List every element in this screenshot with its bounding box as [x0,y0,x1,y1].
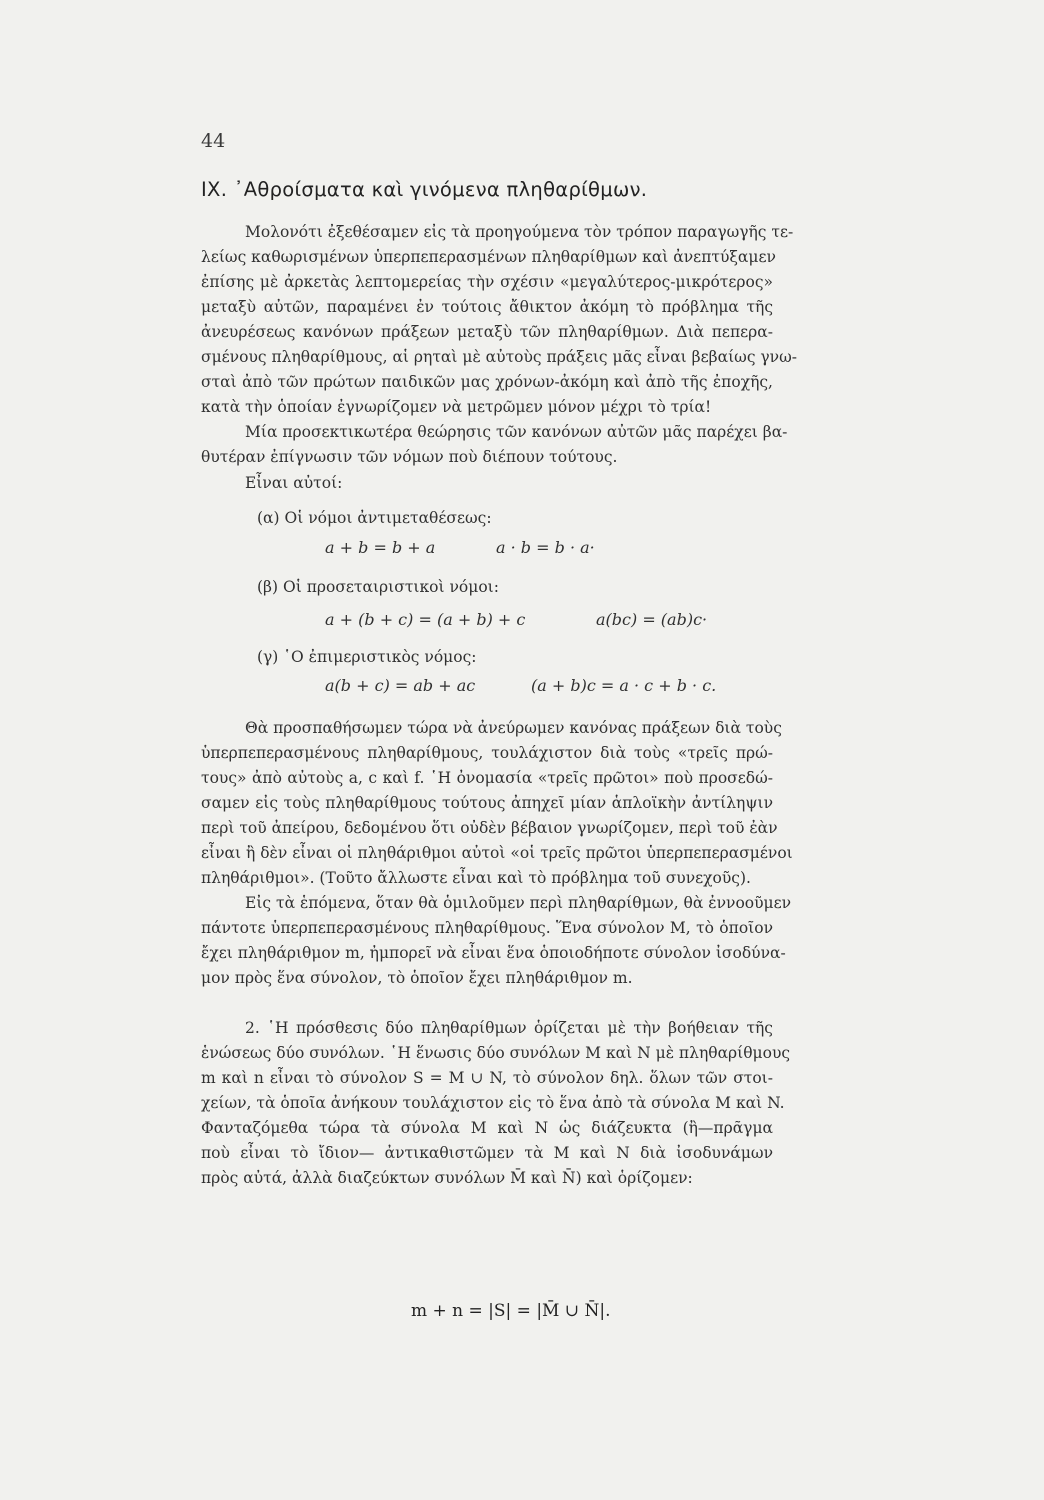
paragraph-line: μεταξὺ αὐτῶν, παραμένει ἐν τούτοις ἄθικτον ἀκόμη τὸ πρόβλημα τῆς [201,298,773,316]
paragraph-line: κατὰ τὴν ὁποίαν ἐγνωρίζομεν νὰ μετρῶμεν μόνον μέχρι τὸ τρία! [201,398,712,416]
cardinal-sum-formula: m + n = |S| = |M̄ ∪ N̄|. [411,1301,611,1321]
section-title: IX. ᾿Αθροίσματα καὶ γινόμενα πληθαρίθμων. [201,178,648,201]
paragraph-line: ἑνώσεως δύο συνόλων. ῾Η ἕνωσις δύο συνόλων M καὶ N μὲ πληθαρίθμους [201,1044,791,1062]
law-gamma-label: (γ) ῾Ο ἐπιμεριστικὸς νόμος: [257,648,477,666]
law-gamma-formula-left: a(b + c) = ab + ac [325,676,476,695]
paragraph-line: ἔχει πληθάριθμον m, ἠμπορεῖ νὰ εἶναι ἕνα ὁποιοδήποτε σύνολον ἰσοδύνα- [201,944,786,962]
law-alpha-formula-product: a · b = b · a· [496,538,595,557]
paragraph-line: τους» ἀπὸ αὐτοὺς a, c καὶ f. ῾Η ὀνομασία «τρεῖς πρῶτοι» ποὺ προσεδώ- [201,769,773,787]
laws-intro: Εἶναι αὐτοί: [245,474,343,492]
paragraph-line: χείων, τὰ ὁποῖα ἀνήκουν τουλάχιστον εἰς τὸ ἕνα ἀπὸ τὰ σύνολα M καὶ N. [201,1094,785,1112]
law-alpha-label: (α) Οἱ νόμοι ἀντιμεταθέσεως: [257,509,492,527]
paragraph-line: πρὸς αὐτά, ἀλλὰ διαζεύκτων συνόλων M̄ καὶ N̄) καὶ ὁρίζομεν: [201,1169,693,1187]
paragraph-line: πληθάριθμοι». (Τοῦτο ἄλλωστε εἶναι καὶ τὸ πρόβλημα τοῦ συνεχοῦς). [201,869,751,887]
page-number: 44 [201,130,226,152]
law-gamma-formula-right: (a + b)c = a · c + b · c. [531,676,717,695]
paragraph-line: σμένους πληθαρίθμους, αἱ ρηταὶ μὲ αὐτοὺς πράξεις μᾶς εἶναι βεβαίως γνω- [201,348,797,366]
paragraph-line: Εἰς τὰ ἑπόμενα, ὅταν θὰ ὁμιλοῦμεν περὶ πληθαρίθμων, θὰ ἐννοοῦμεν [245,894,792,912]
paragraph-line: μον πρὸς ἕνα σύνολον, τὸ ὁποῖον ἔχει πληθάριθμον m. [201,969,633,987]
paragraph-line: θυτέραν ἐπίγνωσιν τῶν νόμων ποὺ διέπουν τούτους. [201,448,618,466]
paragraph-line: σταὶ ἀπὸ τῶν πρώτων παιδικῶν μας χρόνων-ἀκόμη καὶ ἀπὸ τῆς ἐποχῆς, [201,373,773,391]
paragraph-line: εἶναι ἢ δὲν εἶναι οἱ πληθάριθμοι αὐτοὶ «οἱ τρεῖς πρῶτοι ὑπερπεπερασμένοι [201,844,793,862]
paragraph-line: Μολονότι ἐξεθέσαμεν εἰς τὰ προηγούμενα τὸν τρόπον παραγωγῆς τε- [245,223,794,241]
law-beta-formula-sum: a + (b + c) = (a + b) + c [325,610,526,629]
paragraph-line: m καὶ n εἶναι τὸ σύνολον S = M ∪ N, τὸ σύνολον δηλ. ὅλων τῶν στοι- [201,1069,773,1087]
paragraph-line: ὑπερπεπερασμένους πληθαρίθμους, τουλάχιστον διὰ τοὺς «τρεῖς πρώ- [201,744,773,762]
paragraph-line: λείως καθωρισμένων ὑπερπεπερασμένων πληθαρίθμων καὶ ἀνεπτύξαμεν [201,248,776,266]
law-beta-formula-product: a(bc) = (ab)c· [596,610,708,629]
law-alpha-formula-sum: a + b = b + a [325,538,436,557]
paragraph-line: πάντοτε ὑπερπεπερασμένους πληθαρίθμους. Ἕνα σύνολον M, τὸ ὁποῖον [201,919,773,937]
paragraph-line: ἐπίσης μὲ ἀρκετὰς λεπτομερείας τὴν σχέσιν «μεγαλύτερος-μικρότερος» [201,273,773,291]
paragraph-line: περὶ τοῦ ἀπείρου, δεδομένου ὅτι οὐδὲν βέβαιον γνωρίζομεν, περὶ τοῦ ἐὰν [201,819,778,837]
paragraph-line: ποὺ εἶναι τὸ ἴδιον— ἀντικαθιστῶμεν τὰ M καὶ N διὰ ἰσοδυνάμων [201,1144,773,1162]
paragraph-line: ἀνευρέσεως κανόνων πράξεων μεταξὺ τῶν πληθαρίθμων. Διὰ πεπερα- [201,323,773,341]
paragraph-line: Φανταζόμεθα τώρα τὰ σύνολα M καὶ N ὡς διάζευκτα (ἢ—πρᾶγμα [201,1119,773,1137]
paragraph-line: Μία προσεκτικωτέρα θεώρησις τῶν κανόνων αὐτῶν μᾶς παρέχει βα- [245,423,788,441]
paragraph-line: Θὰ προσπαθήσωμεν τώρα νὰ ἀνεύρωμεν κανόνας πράξεων διὰ τοὺς [245,719,782,737]
law-beta-label: (β) Οἱ προσεταιριστικοὶ νόμοι: [257,578,499,596]
paragraph-line: 2. ῾Η πρόσθεσις δύο πληθαρίθμων ὁρίζεται μὲ τὴν βοήθειαν τῆς [245,1019,773,1037]
paragraph-line: σαμεν εἰς τοὺς πληθαρίθμους τούτους ἀπηχεῖ μίαν ἁπλοϊκὴν ἀντίληψιν [201,794,773,812]
